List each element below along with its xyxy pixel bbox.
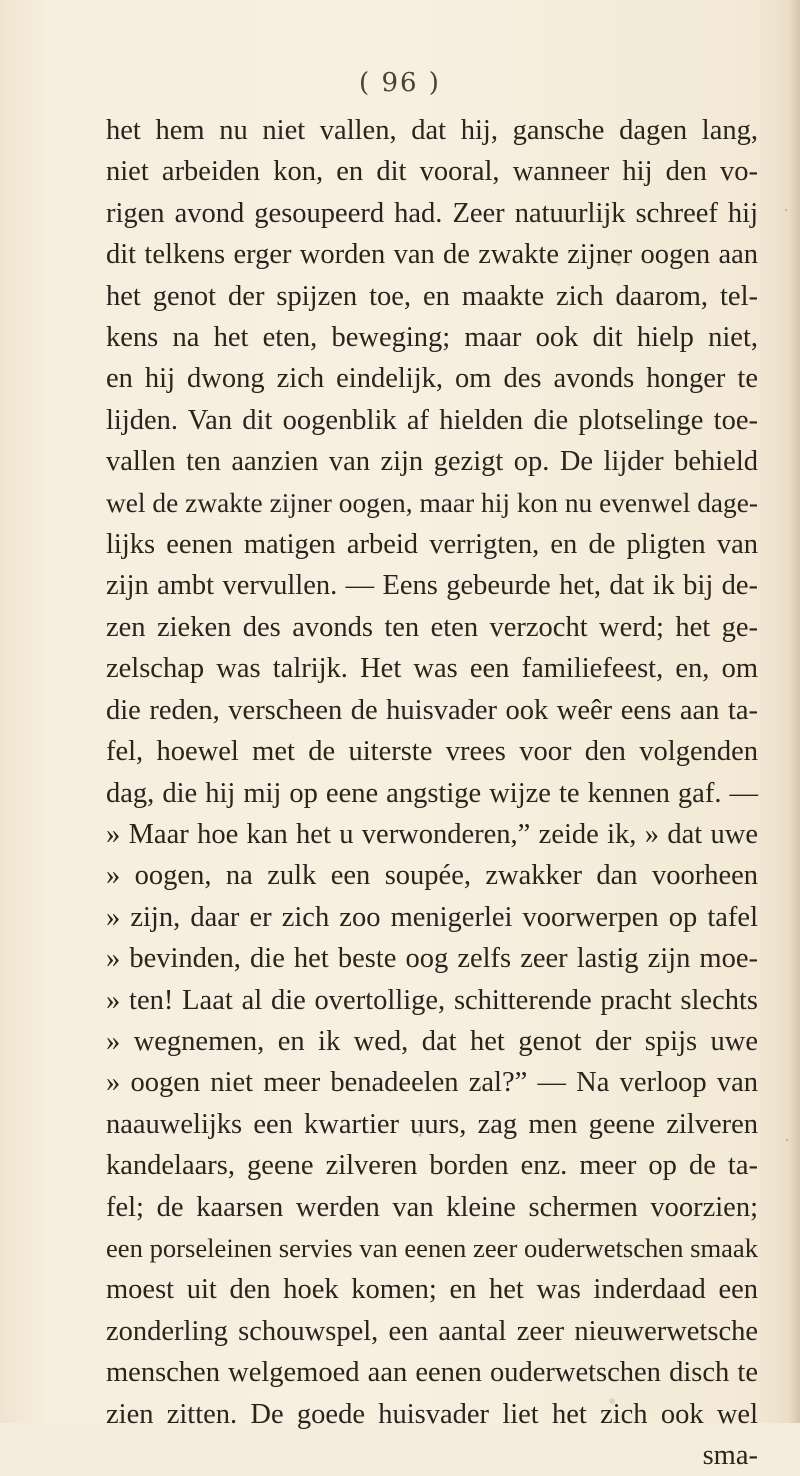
text-line: vallen ten aanzien van zijn gezigt op. De lijder behield xyxy=(106,446,758,478)
text-line: een porseleinen servies van eenen zeer ouderwetschen smaak xyxy=(106,1232,758,1263)
text-line: » wegnemen, en ik wed, dat het genot der spijs uwe xyxy=(106,1025,758,1057)
text-line: dit telkens erger worden van de zwakte zijner oogen aan xyxy=(106,239,758,271)
text-line: » oogen niet meer benadeelen zal?” — Na verloop van xyxy=(106,1067,758,1099)
text-line: kandelaars, geene zilveren borden enz. meer op de ta- xyxy=(106,1150,758,1182)
text-line: zen zieken des avonds ten eten verzocht werd; het ge- xyxy=(106,611,758,643)
text-line: » ten! Laat al die overtollige, schitterende pracht slechts xyxy=(106,984,758,1016)
text-line: zelschap was talrijk. Het was een familiefeest, en, om xyxy=(106,653,758,685)
text-line: die reden, verscheen de huisvader ook weêr eens aan ta- xyxy=(106,694,758,726)
text-line: » oogen, na zulk een soupée, zwakker dan voorheen xyxy=(106,860,758,892)
text-line: menschen welgemoed aan eenen ouderwetschen disch te xyxy=(106,1357,758,1389)
body-text xyxy=(106,110,758,1476)
text-line: het hem nu niet vallen, dat hij, gansche dagen lang, xyxy=(106,115,758,146)
text-line: wel de zwakte zijner oogen, maar hij kon nu evenwel dage- xyxy=(106,487,758,518)
text-line: moest uit den hoek komen; en het was inderdaad een xyxy=(106,1274,758,1306)
text-line: het genot der spijzen toe, en maakte zich daarom, tel- xyxy=(106,280,758,312)
text-line: rigen avond gesoupeerd had. Zeer natuurlijk schreef hij xyxy=(106,197,758,229)
text-line: » Maar hoe kan het u verwonderen,” zeide ik, » dat uwe xyxy=(106,818,758,850)
text-line: » zijn, daar er zich zoo menigerlei voorwerpen op tafel xyxy=(106,901,758,933)
text-line: en hij dwong zich eindelijk, om des avonds honger te xyxy=(106,363,758,395)
text-line: fel; de kaarsen werden van kleine schermen voorzien; xyxy=(106,1191,758,1223)
text-line: » bevinden, die het beste oog zelfs zeer lastig zijn moe- xyxy=(106,943,758,975)
text-line: zijn ambt vervullen. — Eens gebeurde het, dat ik bij de- xyxy=(106,570,758,602)
page-number: ( 96 ) xyxy=(359,68,441,98)
text-line: zien zitten. De goede huisvader liet het zich ook wel xyxy=(106,1398,758,1430)
text-line: niet arbeiden kon, en dit vooral, wanneer hij den vo- xyxy=(106,156,758,188)
text-line: zonderling schouwspel, een aantal zeer nieuwerwetsche xyxy=(106,1315,758,1347)
text-line: dag, die hij mij op eene angstige wijze te kennen gaf. — xyxy=(106,777,758,809)
text-line: kens na het eten, beweging; maar ook dit hielp niet, xyxy=(106,322,758,354)
text-line: fel, hoewel met de uiterste vrees voor den volgenden xyxy=(106,736,758,768)
text-line: lijks eenen matigen arbeid verrigten, en de pligten van xyxy=(106,529,758,561)
catchword: sma- xyxy=(702,1440,758,1471)
text-line: lijden. Van dit oogenblik af hielden die plotselinge toe- xyxy=(106,404,758,436)
text-line: naauwelijks een kwartier uurs, zag men geene zilveren xyxy=(106,1108,758,1140)
